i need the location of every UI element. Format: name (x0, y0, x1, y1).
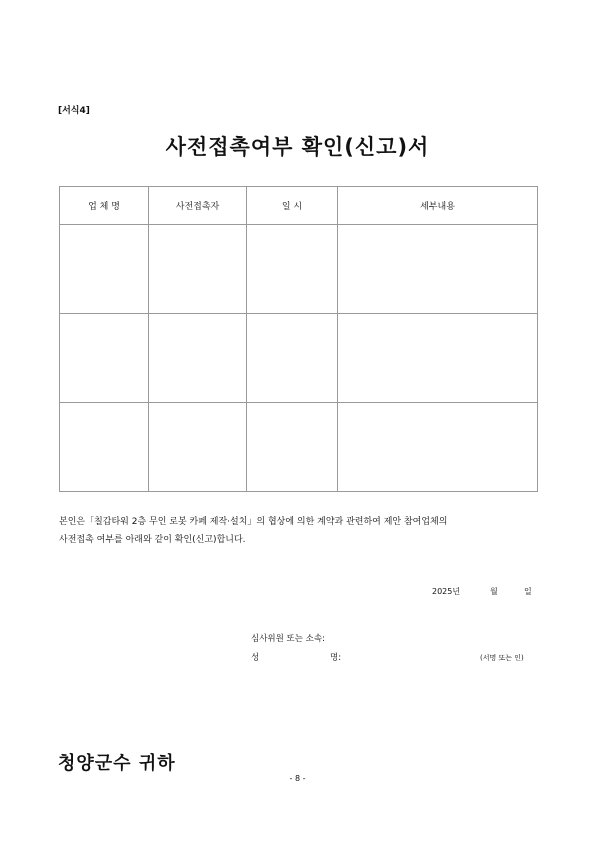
form-number: [서식4] (58, 106, 90, 116)
table-row (60, 403, 538, 492)
table-cell[interactable] (247, 314, 338, 403)
statement-line-1: 본인은「칠갑타워 2층 무인 로봇 카페 제작·설치」의 협상에 의한 계약과 관련하여 제안 참여업체의 (59, 517, 448, 527)
table-cell[interactable] (247, 403, 338, 492)
table-cell[interactable] (60, 403, 149, 492)
table-cell[interactable] (338, 403, 538, 492)
table-cell[interactable] (338, 314, 538, 403)
document-title: 사전접촉여부 확인(신고)서 (165, 135, 430, 159)
header-datetime: 일 시 (247, 187, 338, 225)
name-label-part-1: 성 (251, 653, 260, 663)
affiliation-label: 심사위원 또는 소속: (251, 634, 325, 644)
table-row (60, 225, 538, 314)
name-label-part-2: 명: (330, 653, 342, 663)
date-day: 일 (524, 587, 532, 596)
contact-table (59, 186, 538, 492)
header-details: 세부내용 (338, 187, 538, 225)
table-cell[interactable] (60, 225, 149, 314)
header-company-name: 업 체 명 (60, 187, 149, 225)
table-cell[interactable] (60, 314, 149, 403)
table-cell[interactable] (149, 225, 247, 314)
header-contact-person: 사전접촉자 (149, 187, 247, 225)
statement-line-2: 사전접촉 여부를 아래와 같이 확인(신고)합니다. (59, 535, 246, 545)
table-cell[interactable] (338, 225, 538, 314)
table-cell[interactable] (149, 403, 247, 492)
recipient: 청양군수 귀하 (58, 753, 176, 774)
page-number: - 8 - (289, 774, 306, 783)
signature-note: (서명 또는 인) (480, 654, 524, 662)
table-row (60, 314, 538, 403)
table-cell[interactable] (149, 314, 247, 403)
table-cell[interactable] (247, 225, 338, 314)
date-month: 월 (490, 587, 498, 596)
date-year: 2025년 (432, 587, 461, 596)
statement-paragraph (59, 513, 537, 549)
table-header-row (60, 187, 538, 225)
